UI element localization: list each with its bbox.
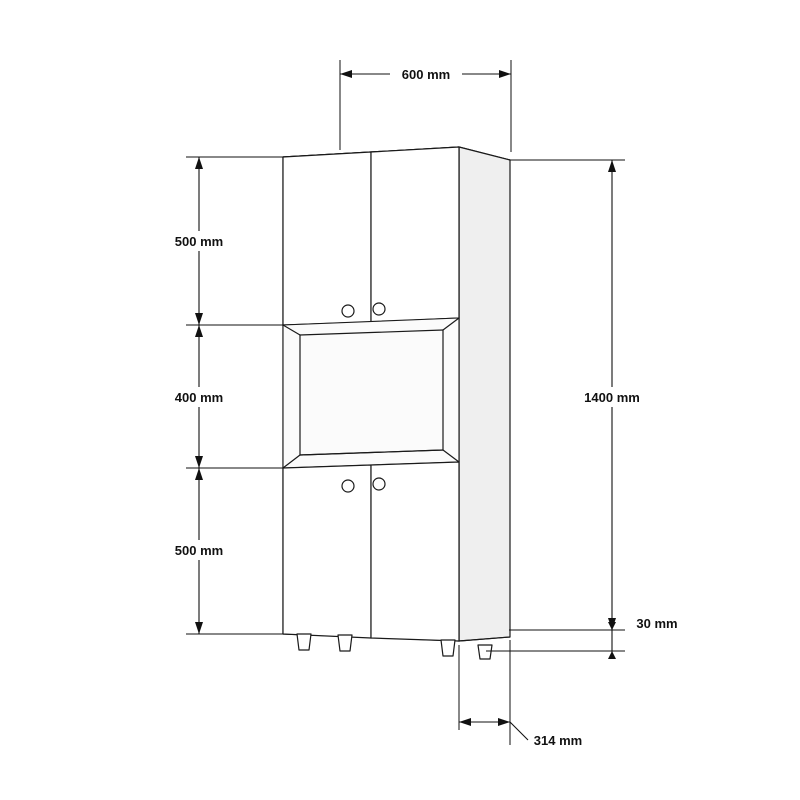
label-upper-section: 500 mm bbox=[174, 234, 224, 249]
label-total-height: 1400 mm bbox=[584, 390, 640, 405]
label-depth: 314 mm bbox=[533, 733, 583, 748]
lower-right-door bbox=[371, 462, 459, 641]
dimension-middle-section bbox=[168, 325, 284, 468]
foot-back-right bbox=[478, 645, 492, 659]
arrow-middle-bottom bbox=[195, 456, 203, 468]
dimension-total-height bbox=[509, 160, 648, 630]
arrow-total-top bbox=[608, 160, 616, 172]
foot-front-left bbox=[297, 634, 311, 650]
arrow-upper-bottom bbox=[195, 313, 203, 325]
arrow-depth-left bbox=[459, 718, 471, 726]
arrow-width-left bbox=[340, 70, 352, 78]
label-plinth-height: 30 mm bbox=[636, 616, 678, 631]
label-lower-section: 500 mm bbox=[174, 543, 224, 558]
arrow-lower-bottom bbox=[195, 622, 203, 634]
dimension-upper-section bbox=[168, 157, 284, 325]
upper-right-door bbox=[371, 147, 459, 322]
arrow-lower-top bbox=[195, 468, 203, 480]
foot-front-right bbox=[441, 640, 455, 656]
arrow-depth-right bbox=[498, 718, 510, 726]
lower-left-door bbox=[283, 465, 371, 638]
dimension-width-top bbox=[340, 60, 511, 152]
upper-left-door bbox=[283, 152, 371, 325]
label-width-top: 600 mm bbox=[401, 67, 451, 82]
leader-line-depth bbox=[510, 722, 528, 740]
arrow-width-right bbox=[499, 70, 511, 78]
lower-right-door-knob-icon bbox=[373, 478, 385, 490]
open-middle-shelf bbox=[283, 318, 459, 468]
arrow-plinth-bottom bbox=[608, 651, 616, 659]
arrow-middle-top bbox=[195, 325, 203, 337]
arrow-upper-top bbox=[195, 157, 203, 169]
arrow-plinth-top bbox=[608, 622, 616, 630]
cabinet-body bbox=[283, 147, 510, 659]
cabinet-right-side-panel bbox=[459, 147, 510, 641]
dimension-lower-section bbox=[168, 468, 284, 634]
foot-front-left-2 bbox=[338, 635, 352, 651]
dimension-plinth-height bbox=[486, 613, 685, 659]
upper-right-door-knob-icon bbox=[373, 303, 385, 315]
upper-left-door-knob-icon bbox=[342, 305, 354, 317]
label-middle-section: 400 mm bbox=[174, 390, 224, 405]
lower-left-door-knob-icon bbox=[342, 480, 354, 492]
